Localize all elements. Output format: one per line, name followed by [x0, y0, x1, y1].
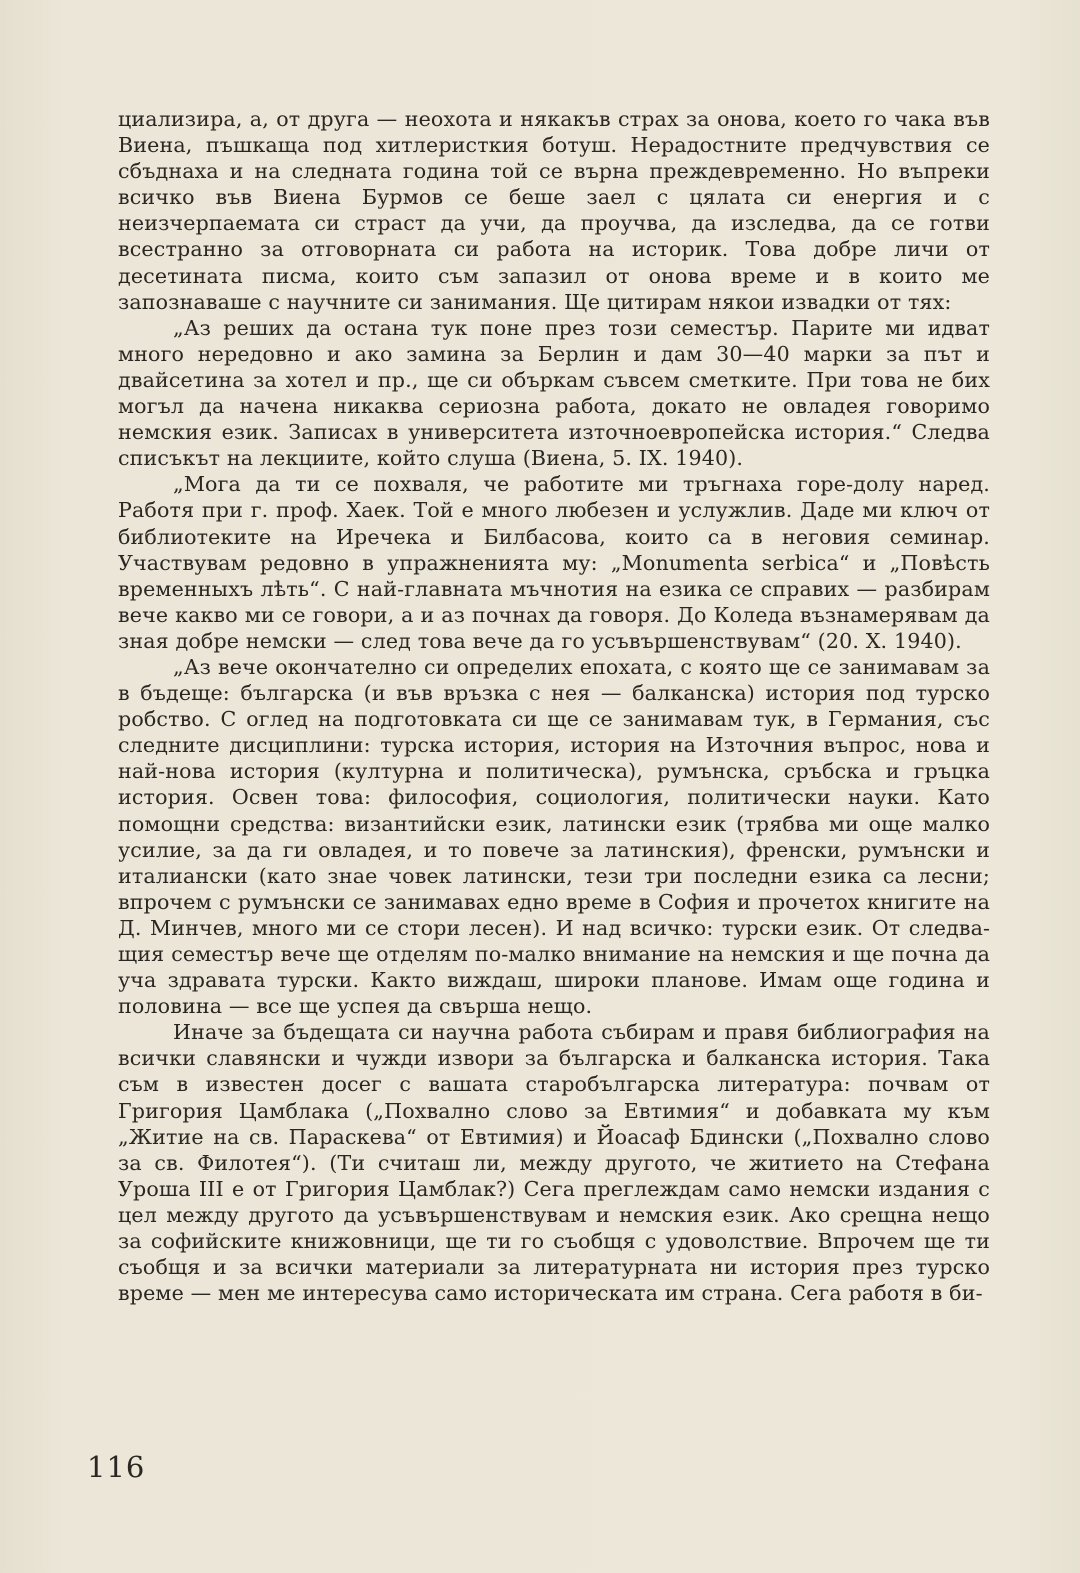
paragraph-letter-1: „Аз реших да остана тук поне през този семестър. Парите ми идват много нередовно и ако замина за Берлин и дам 30—40 марки за път и двайсетина за хотел и пр., ще си объркам съвсем сметките. При това не бих могъл да начена никаква сериозна работа, докато не овладея говоримо немския език. Записах в университета източноевропейска история.“ Следва списъкът на лекциите, който слуша (Виена, 5. IX. 1940).: [118, 315, 990, 471]
paragraph-intro: циализира, а, от друга — неохота и някакъв страх за онова, което го чака във Виена, пъшкаща под хитлеристкия ботуш. Нерадостните предчувствия се сбъднаха и на следната година той се върна преждевременно. Но въпреки всичко във Виена Бурмов се беше заел с цялата си енергия и с неизчерпаемата си страст да учи, да проучва, да изследва, да се готви всестранно за отговорната си работа на историк. Това добре личи от десетината писма, които съм запазил от онова време и в които ме запознаваше с научните си занимания. Ще цитирам някои извадки от тях:: [118, 107, 990, 314]
paragraph-letter-3-continued: Иначе за бъдещата си научна работа събирам и правя библиография на всички славянски и чужди извори за българска и балканска история. Така съм в известен досег с вашата старобългарска литература: почвам от Григория Цамблака („Похвално слово за Евтимия“ и добавката му към „Житие на св. Параскева“ от Евтимия) и Йоасаф Бдински („Похвално слово за св. Филотея“). (Ти считаш ли, между другото, че житието на Стефана Уроша III е от Григория Цамблак?) Сега преглеждам само немски издания с цел между другото да усъвършенствувам и немския език. Ако срещна нещо за софийските книжовници, ще ти го съобщя с удоволствие. Впрочем ще ти съобщя и за всички материали за литературната ни история през турско време — мен ме интересува само историческата им страна. Сега работя в би-: [118, 1020, 990, 1306]
paragraph-letter-2: „Мога да ти се похваля, че работите ми тръгнаха горе-долу наред. Работя при г. проф. Хаек. Той е много любезен и услужлив. Даде ми ключ от библиотеките на Иречека и Билбасова, които са в неговия семинар. Участвувам редовно в упражненията му: „Monumenta serbica“ и „Повѣсть временныхъ лѣть“. С най-главната мъчнотия на езика се справих — разбирам вече какво ми се говори, а и аз почнах да говоря. До Коледа възнамерявам да зная добре немски — след това вече да го усъвършенствувам“ (20. X. 1940).: [118, 472, 990, 653]
paragraph-letter-3: „Аз вече окончателно си определих епохата, с която ще се занимавам за в бъдеще: българска (и във връзка с нея — балканска) история под турско робство. С оглед на подготовката си ще се занимавам тук, в Германия, със следните дисциплини: турска история, история на Източния въпрос, нова и най-нова история (културна и политическа), румънска, сръбска и гръцка история. Освен това: философия, социология, политически науки. Като помощни средства: византийски език, латински език (трябва ми още малко усилие, за да ги овладея, и то повече за латинския), френски, румънски и италиански (като знае човек латински, тези три последни езика са лесни; впрочем с румънски се занимавах едно време в София и прочетох книгите на Д. Минчев, много ми се стори лесен). И над всичко: турски език. От следващия семестър вече ще отделям по-малко внимание на немския и ще почна да уча здравата турски. Както виждаш, широки планове. Имам още година и половина — все ще успея да свърша нещо.: [118, 654, 990, 1019]
body-text: [118, 106, 990, 1306]
page-number: 116: [87, 1450, 146, 1484]
